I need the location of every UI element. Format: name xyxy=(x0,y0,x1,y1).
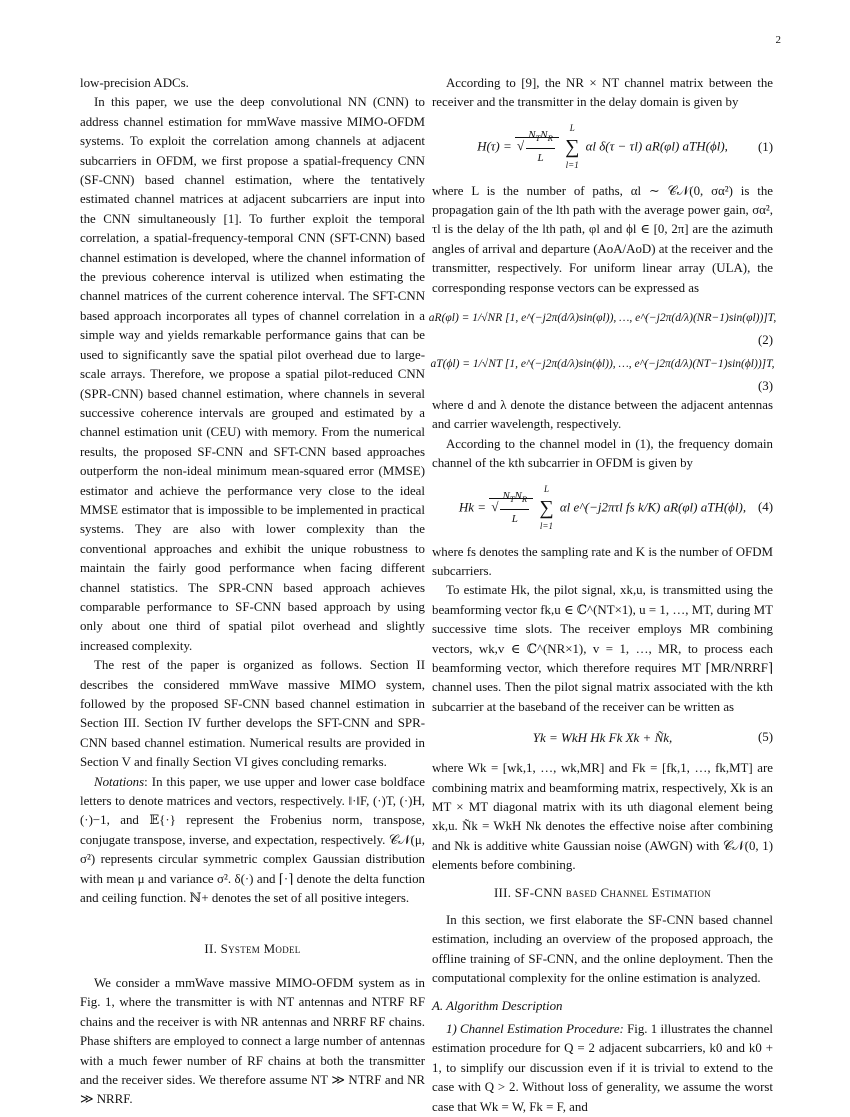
paragraph-frequency-domain: According to the channel model in (1), the frequency domain channel of the kth subcarrier in OFDM is given by xyxy=(432,436,773,471)
equation-1-lhs: H(τ) = xyxy=(477,138,512,154)
paragraph-notations xyxy=(80,773,425,909)
equation-5-number: (5) xyxy=(757,730,773,745)
paragraph-channel-matrix: According to [9], the NR × NT channel matrix between the receiver and the transmitter in the delay domain is given by xyxy=(432,76,773,110)
notations-text: : In this paper, we use upper and lower case boldface letters to denote matrices and vectors, respectively. ‖·‖F, (·)T, (·)H, (·)−1, and 𝔼{·} represent the Frobenius norm, transpose, conjugate transpose, inverse, and expectation, respectively. 𝒞𝒩(μ, σ²) represents circular symmetric complex Gaussian distribution with mean μ and variance σ². δ(·) and ⌈·⌉ denote the delta function and ceiling function. ℕ+ denotes the set of all positive integers. xyxy=(80,774,425,906)
equation-1-number: (1) xyxy=(757,139,773,154)
equation-3-number: (3) xyxy=(757,378,773,393)
notations-label: Notations xyxy=(94,774,145,789)
sum-symbol: L ∑ l=1 xyxy=(565,122,580,171)
paragraph-pilot-signal: To estimate Hk, the pilot signal, xk,u, is transmitted using the beamforming vector fk,u ∈ ℂ^(NT×1), u = 1, …, MT, during MT successive time slots. The receiver employs MR combining vectors, wk,v ∈ ℂ^(NR×1), v = 1, …, MR, to process each beamforming vector, which therefore requires MT ⌈MR/NRRF⌉ channel uses. Then the pilot signal matrix associated with the kth subcarrier at the baseband of the receiver can be written as xyxy=(432,583,773,714)
sum-symbol: L ∑ l=1 xyxy=(539,483,554,532)
paragraph-estimation-procedure xyxy=(432,1020,773,1117)
paragraph-continuation: low-precision ADCs. xyxy=(80,76,189,90)
paragraph-intro: In this paper, we use the deep convolutional NN (CNN) to address channel estimation for mmWave massive MIMO-OFDM systems. To exploit the correlation among channels at adjacent subcarriers in OFDM, we first propose a spatial-frequency CNN (SF-CNN) based channel estimation, where the tentatively estimated channel matrices at adjacent subcarriers are input into the CNN simultaneously [1]. To further exploit the temporal correlation, a spatial-frequency-temporal CNN (SFT-CNN) based channel estimation is developed, where the channel information of the previous coherence interval is utilized when estimating the channel matrices of the current coherence interval. The SFT-CNN based approach incorporates all types of channel correlation in a simple way and yields remarkable performance gains that can be used to significantly save the spatial pilot overhead due to large-scale arrays. Therefore, we propose a spatial pilot-reduced CNN (SPR-CNN) based channel estimation, where channels in several successive coherence intervals are grouped and estimated by a channel estimation unit (CEU) with memory. From the numerical results, the proposed SF-CNN and SFT-CNN based approaches outperform the non-ideal minimum mean-squared error (MMSE) estimator and achieve the performance very close to the ideal MMSE estimator that is impossible to be implemented in practical systems. They are also with lower complexity than the conventional approaches and exhibit the unique robustness to maintain the fairly good performance when facing different channel statistics. The SPR-CNN based approach achieves comparable performance to SF-CNN based approach by using only about one third of spatial pilot overhead and slightly increased complexity. xyxy=(80,95,425,653)
subsection-heading-algorithm: A. Algorithm Description xyxy=(432,998,563,1013)
equation-3 xyxy=(430,350,775,393)
procedure-label: 1) Channel Estimation Procedure: xyxy=(446,1022,624,1037)
equation-4-lhs: Hk = xyxy=(458,499,487,515)
sqrt-symbol: √ $\frac{N_TN_R}{L}$ xyxy=(515,137,559,153)
equation-2-text: aR(φl) = 1/√NR [1, e^(−j2π(d/λ)sin(φl)), …, e^(−j2π(d/λ)(NR−1)sin(φl))]T, xyxy=(428,312,777,325)
section-heading-sf-cnn: III. SF-CNN based Channel Estimation xyxy=(493,885,712,900)
equation-3-text: aT(ϕl) = 1/√NT [1, e^(−j2π(d/λ)sin(ϕl)), …, e^(−j2π(d/λ)(NT−1)sin(ϕl))]T, xyxy=(430,358,775,371)
equation-4-number: (4) xyxy=(757,500,773,515)
paragraph-paths: where L is the number of paths, αl ∼ 𝒞𝒩(0, σα²) is the propagation gain of the lth path with the average power gain, σα², τl is the delay of the lth path, φl and ϕl ∈ [0, 2π] are the azimuth angles of arrival and departure (AoA/AoD) at the receiver and the transmitter, respectively. For uniform linear array (ULA), the corresponding response vectors can be expressed as xyxy=(432,183,773,295)
paragraph-matrices: where Wk = [wk,1, …, wk,MR] and Fk = [fk,1, …, fk,MT] are combining matrix and beamforming matrix, respectively, Xk is an MT × MT diagonal matrix with its uth diagonal element being xk,u. Ñk = WkH Nk denotes the effective noise after combining and Nk is additive white Gaussian noise (AWGN) with 𝒞𝒩(0, 1) elements before combining. xyxy=(432,761,773,873)
equation-1-rhs: αl δ(τ − τl) aR(φl) aTH(ϕl), xyxy=(585,138,728,154)
paragraph-organization: The rest of the paper is organized as follows. Section II describes the considered mmWave massive MIMO system, followed by the proposed SF-CNN based channel estimation in Section III. Section IV further develops the SFT-CNN and SPR-CNN based channel estimation. Numerical results are provided in Section V and finally Section VI gives concluding remarks. xyxy=(80,658,425,770)
paragraph-section3-intro: In this section, we first elaborate the SF-CNN based channel estimation, including an overview of the proposed approach, the offline training of SF-CNN, and the online deployment. Then the computational complexity for the online estimation is analyzed. xyxy=(432,913,773,986)
equation-5-text: Yk = WkH Hk Fk Xk + Ñk, xyxy=(532,730,673,746)
procedure-text: Fig. 1 illustrates the channel estimation procedure for Q = 2 adjacent subcarriers, k0 and k0 + 1, to simplify our discussion even if it is trivial to extend to the case with Q > 2. Without loss of generality, we assume the worst case that Wk = W, Fk = F, and xyxy=(432,1022,773,1114)
section-heading-system-model: II. System Model xyxy=(204,942,301,957)
equation-5 xyxy=(432,723,773,753)
left-column xyxy=(80,74,425,1110)
equation-4-rhs: αl e^(−j2πτl fs k/K) aR(φl) aTH(ϕl), xyxy=(559,499,747,515)
right-column xyxy=(428,74,777,1117)
equation-1 xyxy=(432,119,773,176)
equation-2-number: (2) xyxy=(757,332,773,347)
sqrt-symbol: √ $\frac{N_TN_R}{L}$ xyxy=(489,498,533,514)
equation-2 xyxy=(428,304,777,347)
page-number: 2 xyxy=(775,34,781,46)
paragraph-sampling-rate: where fs denotes the sampling rate and K is the number of OFDM subcarriers. xyxy=(432,544,773,578)
paragraph-antenna-distance: where d and λ denote the distance between the adjacent antennas and carrier wavelength, respectively. xyxy=(432,398,773,432)
equation-4 xyxy=(432,480,773,537)
paragraph-system-model: We consider a mmWave massive MIMO-OFDM system as in Fig. 1, where the transmitter is with NT antennas and NTRF RF chains and the receiver is with NR antennas and NRRF RF chains. Phase shifters are employed to connect a large number of antennas with a much fewer number of RF chains at both the transmitter and the receiver sides. We therefore assume NT ≫ NTRF and NR ≫ NRRF. xyxy=(80,975,425,1107)
